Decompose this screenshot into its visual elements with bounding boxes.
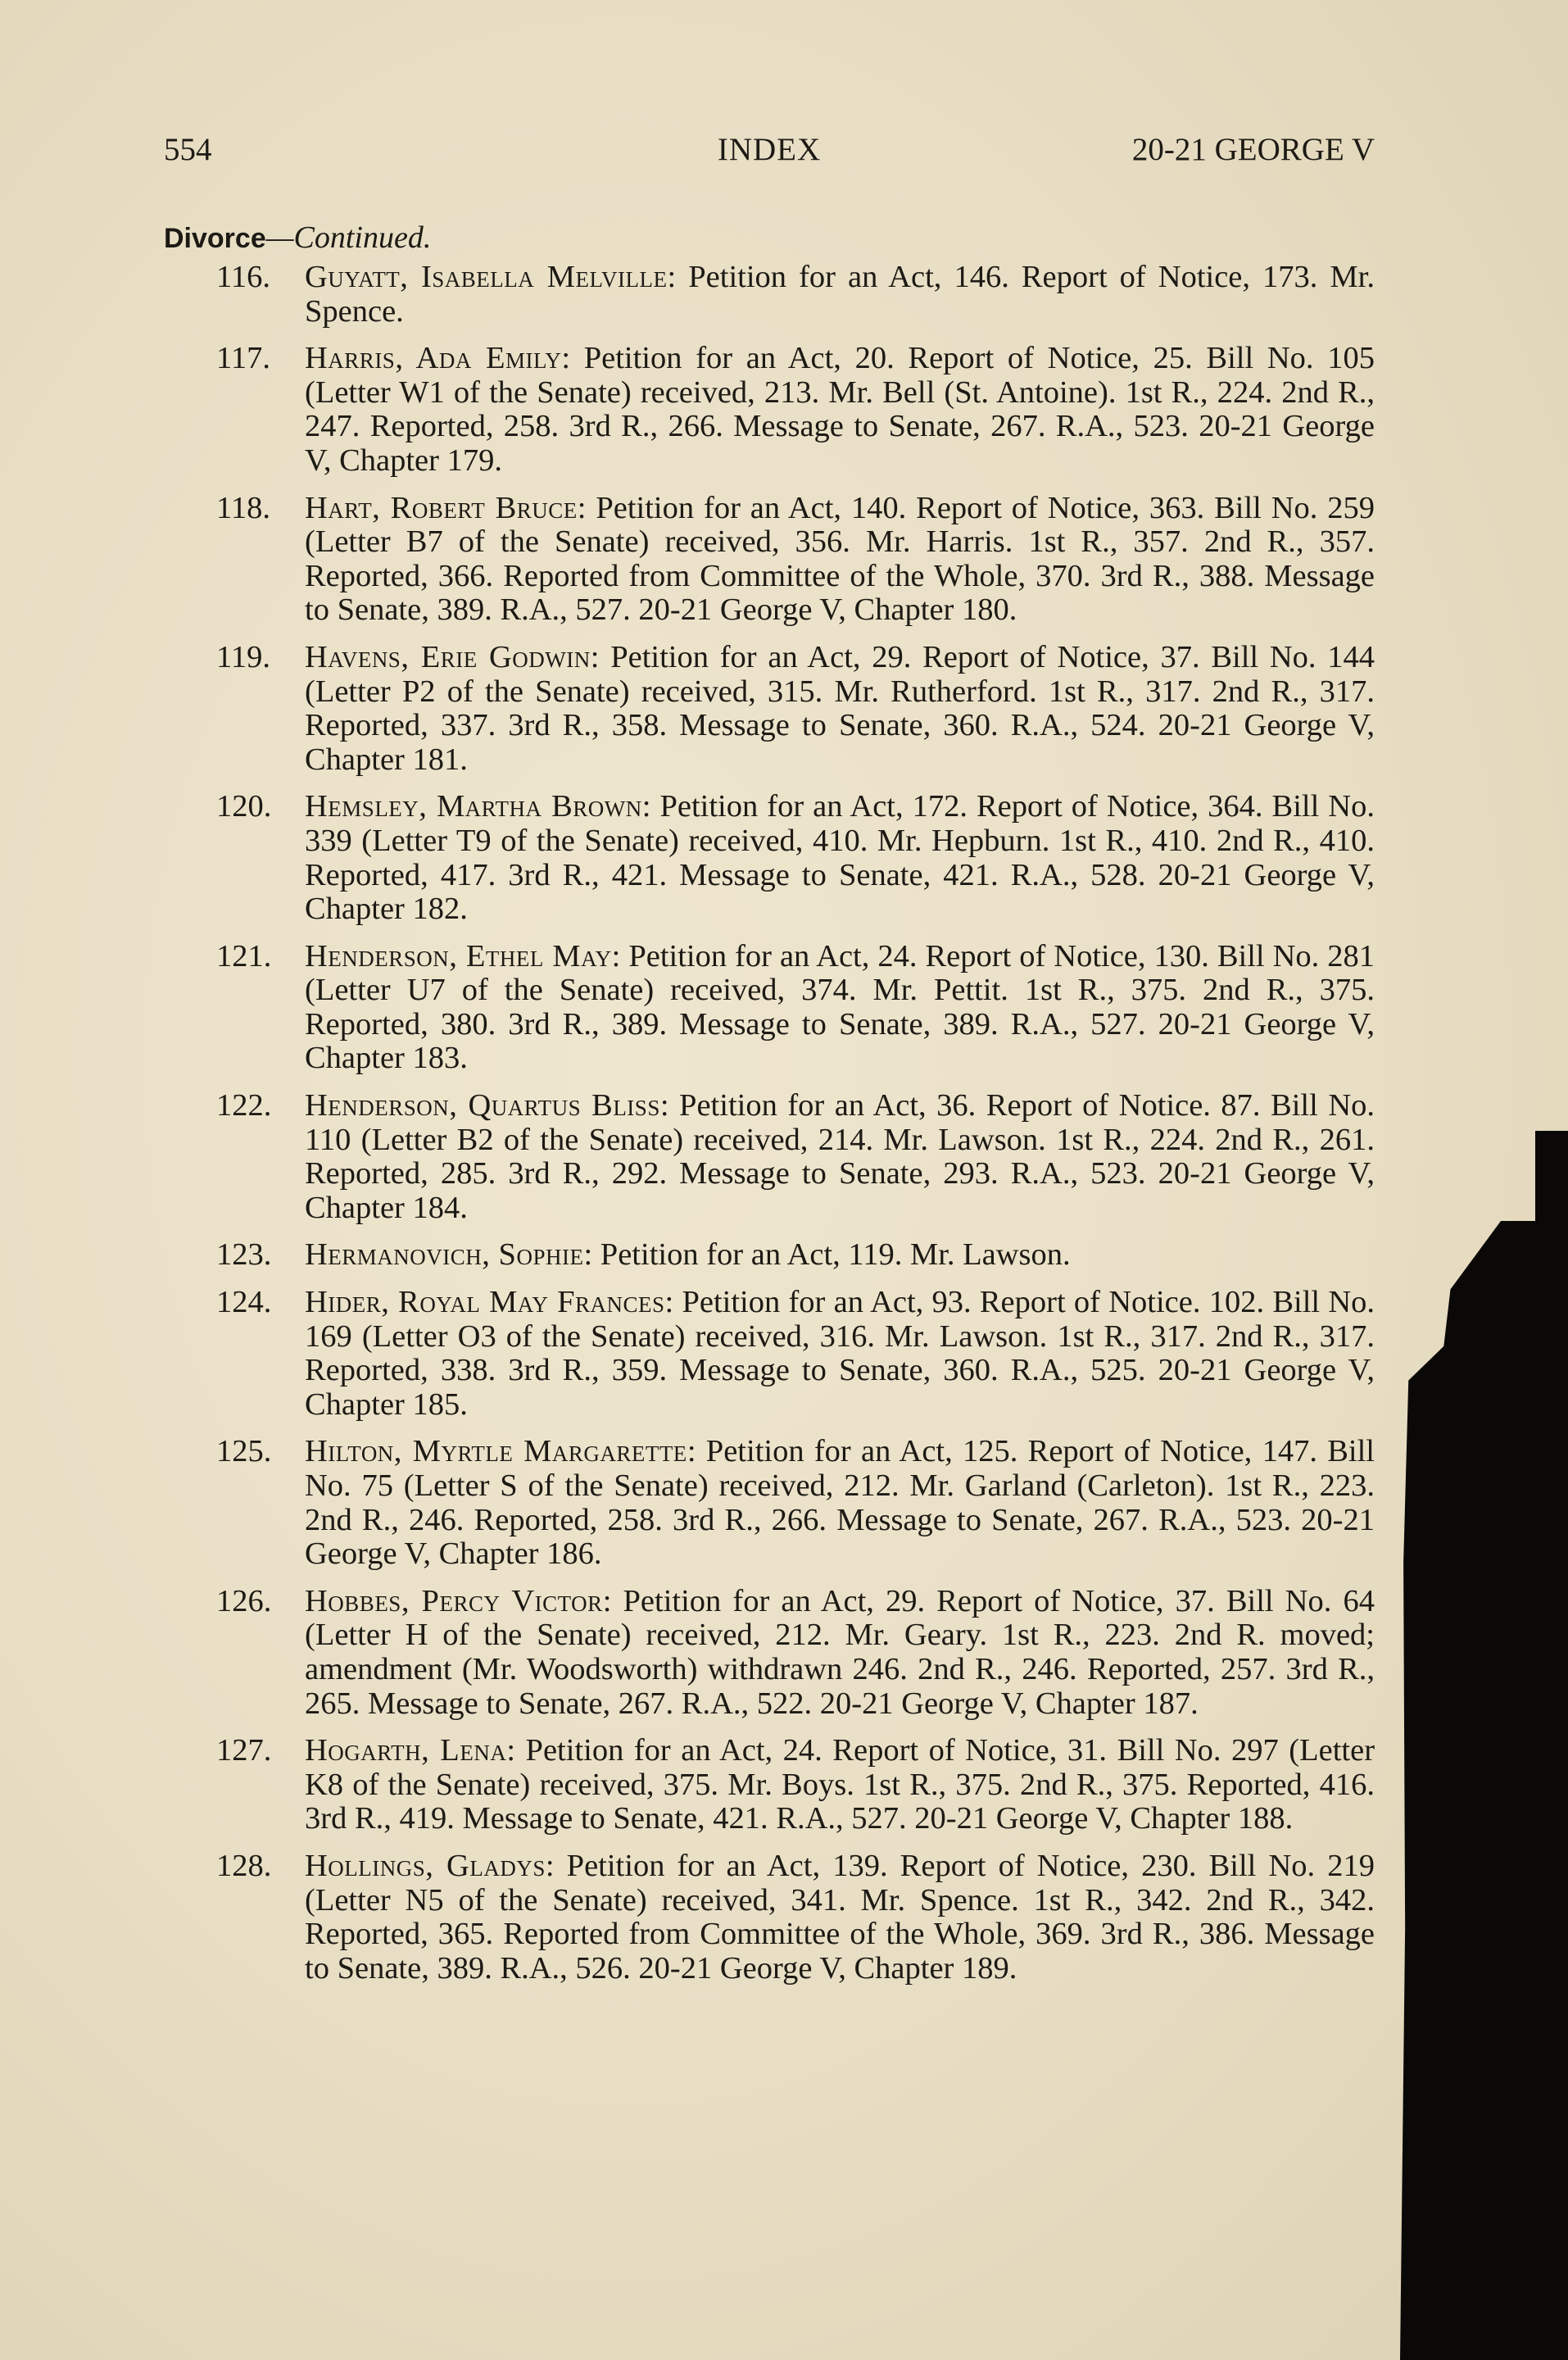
entry-name: Hider, Royal May Frances [305,1285,665,1320]
index-entry: 119. Havens, Erie Godwin: Petition for an Act, 29. Report of Notice, 37. Bill No. 144 (Letter P2 of the Senate) received, 315. Mr. Rutherford. 1st R., 317. 2nd R., 317. Reported, 337. 3rd R., 358. Message to Senate, 360. R.A., 524. 20-21 George V, Chapter 181. [216,639,1375,777]
entry-number: 120. [216,789,272,824]
entry-text: Petition for an Act, 29. Report of Notice, 37. Bill No. 64 (Letter H of the Senate) received, 212. Mr. Geary. 1st R., 223. 2nd R. moved; amendment (Mr. Woodsworth) withdrawn 246. 2nd R., 246. Reported, 257. 3rd R., 265. Message to Senate, 267. R.A., 522. 20-21 George V, Chapter 187. [305,1583,1375,1721]
index-entry: 127. Hogarth, Lena: Petition for an Act, 24. Report of Notice, 31. Bill No. 297 (Letter K8 of the Senate) received, 375. Mr. Boys. 1st R., 375. 2nd R., 375. Reported, 416. 3rd R., 419. Message to Senate, 421. R.A., 527. 20-21 George V, Chapter 188. [216,1733,1375,1836]
entry-text: Petition for an Act, 119. Mr. Lawson. [600,1237,1071,1273]
entry-name: Hermanovich, Sophie [305,1237,584,1273]
entry-number: 128. [216,1848,272,1883]
entry-name: Hilton, Myrtle Margarette [305,1434,687,1469]
entry-name: Harris, Ada Emily [305,341,562,376]
entry-text: Petition for an Act, 125. Report of Notice, 147. Bill No. 75 (Letter S of the Senate) received, 212. Mr. Garland (Carleton). 1st R., 223. 2nd R., 246. Reported, 258. 3rd R., 266. Message to Senate, 267. R.A., 523. 20-21 George V, Chapter 186. [305,1434,1375,1572]
entry-number: 121. [216,938,272,974]
entry-text: Petition for an Act, 29. Report of Notice, 37. Bill No. 144 (Letter P2 of the Senate) received, 315. Mr. Rutherford. 1st R., 317. 2nd R., 317. Reported, 337. 3rd R., 358. Message to Senate, 360. R.A., 524. 20-21 George V, Chapter 181. [305,639,1375,777]
page-number: 554 [164,132,212,167]
index-entry: 116. Guyatt, Isabella Melville: Petition for an Act, 146. Report of Notice, 173. Mr. Spence. [216,260,1375,329]
index-entry: 125. Hilton, Myrtle Margarette: Petition for an Act, 125. Report of Notice, 147. Bill No. 75 (Letter S of the Senate) received, 212. Mr. Garland (Carleton). 1st R., 223. 2nd R., 246. Reported, 258. 3rd R., 266. Message to Senate, 267. R.A., 523. 20-21 George V, Chapter 186. [216,1434,1375,1572]
entry-number: 124. [216,1285,272,1320]
section-title: Divorce [164,223,266,254]
index-entry: 117. Harris, Ada Emily: Petition for an Act, 20. Report of Notice, 25. Bill No. 105 (Letter W1 of the Senate) received, 213. Mr. Bell (St. Antoine). 1st R., 224. 2nd R., 247. Reported, 258. 3rd R., 266. Message to Senate, 267. R.A., 523. 20-21 George V, Chapter 179. [216,341,1375,478]
index-entry: 128. Hollings, Gladys: Petition for an Act, 139. Report of Notice, 230. Bill No. 219 (Letter N5 of the Senate) received, 341. Mr. Spence. 1st R., 342. 2nd R., 342. Reported, 365. Reported from Committee of the Whole, 369. 3rd R., 386. Message to Senate, 389. R.A., 526. 20-21 George V, Chapter 189. [216,1848,1375,1986]
index-entry: 124. Hider, Royal May Frances: Petition for an Act, 93. Report of Notice. 102. Bill No. 169 (Letter O3 of the Senate) received, 316. Mr. Lawson. 1st R., 317. 2nd R., 317. Reported, 338. 3rd R., 359. Message to Senate, 360. R.A., 525. 20-21 George V, Chapter 185. [216,1285,1375,1422]
entry-text: Petition for an Act, 24. Report of Notice, 31. Bill No. 297 (Letter K8 of the Senate) received, 375. Mr. Boys. 1st R., 375. 2nd R., 375. Reported, 416. 3rd R., 419. Message to Senate, 421. R.A., 527. 20-21 George V, Chapter 188. [305,1733,1375,1836]
section-continued: —Continued. [265,220,432,255]
entry-text: Petition for an Act, 172. Report of Notice, 364. Bill No. 339 (Letter T9 of the Senate) received, 410. Mr. Hepburn. 1st R., 410. 2nd R., 410. Reported, 417. 3rd R., 421. Message to Senate, 421. R.A., 528. 20-21 George V, Chapter 182. [305,789,1375,927]
entry-text: Petition for an Act, 139. Report of Notice, 230. Bill No. 219 (Letter N5 of the Senate) received, 341. Mr. Spence. 1st R., 342. 2nd R., 342. Reported, 365. Reported from Committee of the Whole, 369. 3rd R., 386. Message to Senate, 389. R.A., 526. 20-21 George V, Chapter 189. [305,1848,1375,1986]
entry-text: Petition for an Act, 36. Report of Notice. 87. Bill No. 110 (Letter B2 of the Senate) received, 214. Mr. Lawson. 1st R., 224. 2nd R., 261. Reported, 285. 3rd R., 292. Message to Senate, 293. R.A., 523. 20-21 George V, Chapter 184. [305,1088,1375,1225]
entry-name: Henderson, Quartus Bliss [305,1088,660,1123]
entry-name: Havens, Erie Godwin [305,639,591,674]
entry-text: Petition for an Act, 140. Report of Notice, 363. Bill No. 259 (Letter B7 of the Senate) received, 356. Mr. Harris. 1st R., 357. 2nd R., 357. Reported, 366. Reported from Committee of the Whole, 370. 3rd R., 388. Message to Senate, 389. R.A., 527. 20-21 George V, Chapter 180. [305,490,1375,628]
entry-name: Hart, Robert Bruce [305,490,578,525]
entry-name: Hobbes, Percy Victor [305,1583,603,1618]
entry-text: Petition for an Act, 93. Report of Notice. 102. Bill No. 169 (Letter O3 of the Senate) received, 316. Mr. Lawson. 1st R., 317. 2nd R., 317. Reported, 338. 3rd R., 359. Message to Senate, 360. R.A., 525. 20-21 George V, Chapter 185. [305,1285,1375,1422]
index-entry: 126. Hobbes, Percy Victor: Petition for an Act, 29. Report of Notice, 37. Bill No. 64 (Letter H of the Senate) received, 212. Mr. Geary. 1st R., 223. 2nd R. moved; amendment (Mr. Woodsworth) withdrawn 246. 2nd R., 246. Reported, 257. 3rd R., 265. Message to Senate, 267. R.A., 522. 20-21 George V, Chapter 187. [216,1583,1375,1721]
entry-text: Petition for an Act, 20. Report of Notice, 25. Bill No. 105 (Letter W1 of the Senate) received, 213. Mr. Bell (St. Antoine). 1st R., 224. 2nd R., 247. Reported, 258. 3rd R., 266. Message to Senate, 267. R.A., 523. 20-21 George V, Chapter 179. [305,341,1375,478]
index-entry: 123. Hermanovich, Sophie: Petition for an Act, 119. Mr. Lawson. [216,1237,1071,1273]
entry-number: 119. [216,639,270,674]
entry-name: Hogarth, Lena [305,1733,507,1768]
entry-name: Henderson, Ethel May [305,938,612,974]
entry-number: 125. [216,1434,272,1469]
entry-number: 126. [216,1583,272,1618]
index-entries [164,261,1375,1999]
index-entry: 118. Hart, Robert Bruce: Petition for an Act, 140. Report of Notice, 363. Bill No. 259 (Letter B7 of the Senate) received, 356. Mr. Harris. 1st R., 357. 2nd R., 357. Reported, 366. Reported from Committee of the Whole, 370. 3rd R., 388. Message to Senate, 389. R.A., 527. 20-21 George V, Chapter 180. [216,490,1375,628]
entry-name: Guyatt, Isabella Melville [305,260,668,294]
entry-name: Hollings, Gladys [305,1848,546,1883]
index-entry: 120. Hemsley, Martha Brown: Petition for an Act, 172. Report of Notice, 364. Bill No. 339 (Letter T9 of the Senate) received, 410. Mr. Hepburn. 1st R., 410. 2nd R., 410. Reported, 417. 3rd R., 421. Message to Senate, 421. R.A., 528. 20-21 George V, Chapter 182. [216,789,1375,927]
dark-edge-shadow [1400,1221,1568,2360]
running-head: 20-21 GEORGE V [1131,132,1375,167]
entry-number: 116. [216,260,270,294]
index-entry: 121. Henderson, Ethel May: Petition for an Act, 24. Report of Notice, 130. Bill No. 281 (Letter U7 of the Senate) received, 374. Mr. Pettit. 1st R., 375. 2nd R., 375. Reported, 380. 3rd R., 389. Message to Senate, 389. R.A., 527. 20-21 George V, Chapter 183. [216,938,1375,1076]
entry-number: 127. [216,1733,272,1768]
page-title: INDEX [717,132,822,167]
entry-text: Petition for an Act, 24. Report of Notice, 130. Bill No. 281 (Letter U7 of the Senate) received, 374. Mr. Pettit. 1st R., 375. 2nd R., 375. Reported, 380. 3rd R., 389. Message to Senate, 389. R.A., 527. 20-21 George V, Chapter 183. [305,938,1375,1076]
entry-number: 123. [216,1237,272,1273]
entry-name: Hemsley, Martha Brown [305,789,642,824]
entry-number: 122. [216,1088,272,1123]
page-header [164,131,1375,172]
section-heading [164,220,431,256]
index-entry: 122. Henderson, Quartus Bliss: Petition for an Act, 36. Report of Notice. 87. Bill No. 110 (Letter B2 of the Senate) received, 214. Mr. Lawson. 1st R., 224. 2nd R., 261. Reported, 285. 3rd R., 292. Message to Senate, 293. R.A., 523. 20-21 George V, Chapter 184. [216,1088,1375,1225]
entry-number: 117. [216,341,270,376]
entry-number: 118. [216,490,270,525]
entry-text: Petition for an Act, 146. Report of Notice, 173. Mr. Spence. [305,260,1375,329]
